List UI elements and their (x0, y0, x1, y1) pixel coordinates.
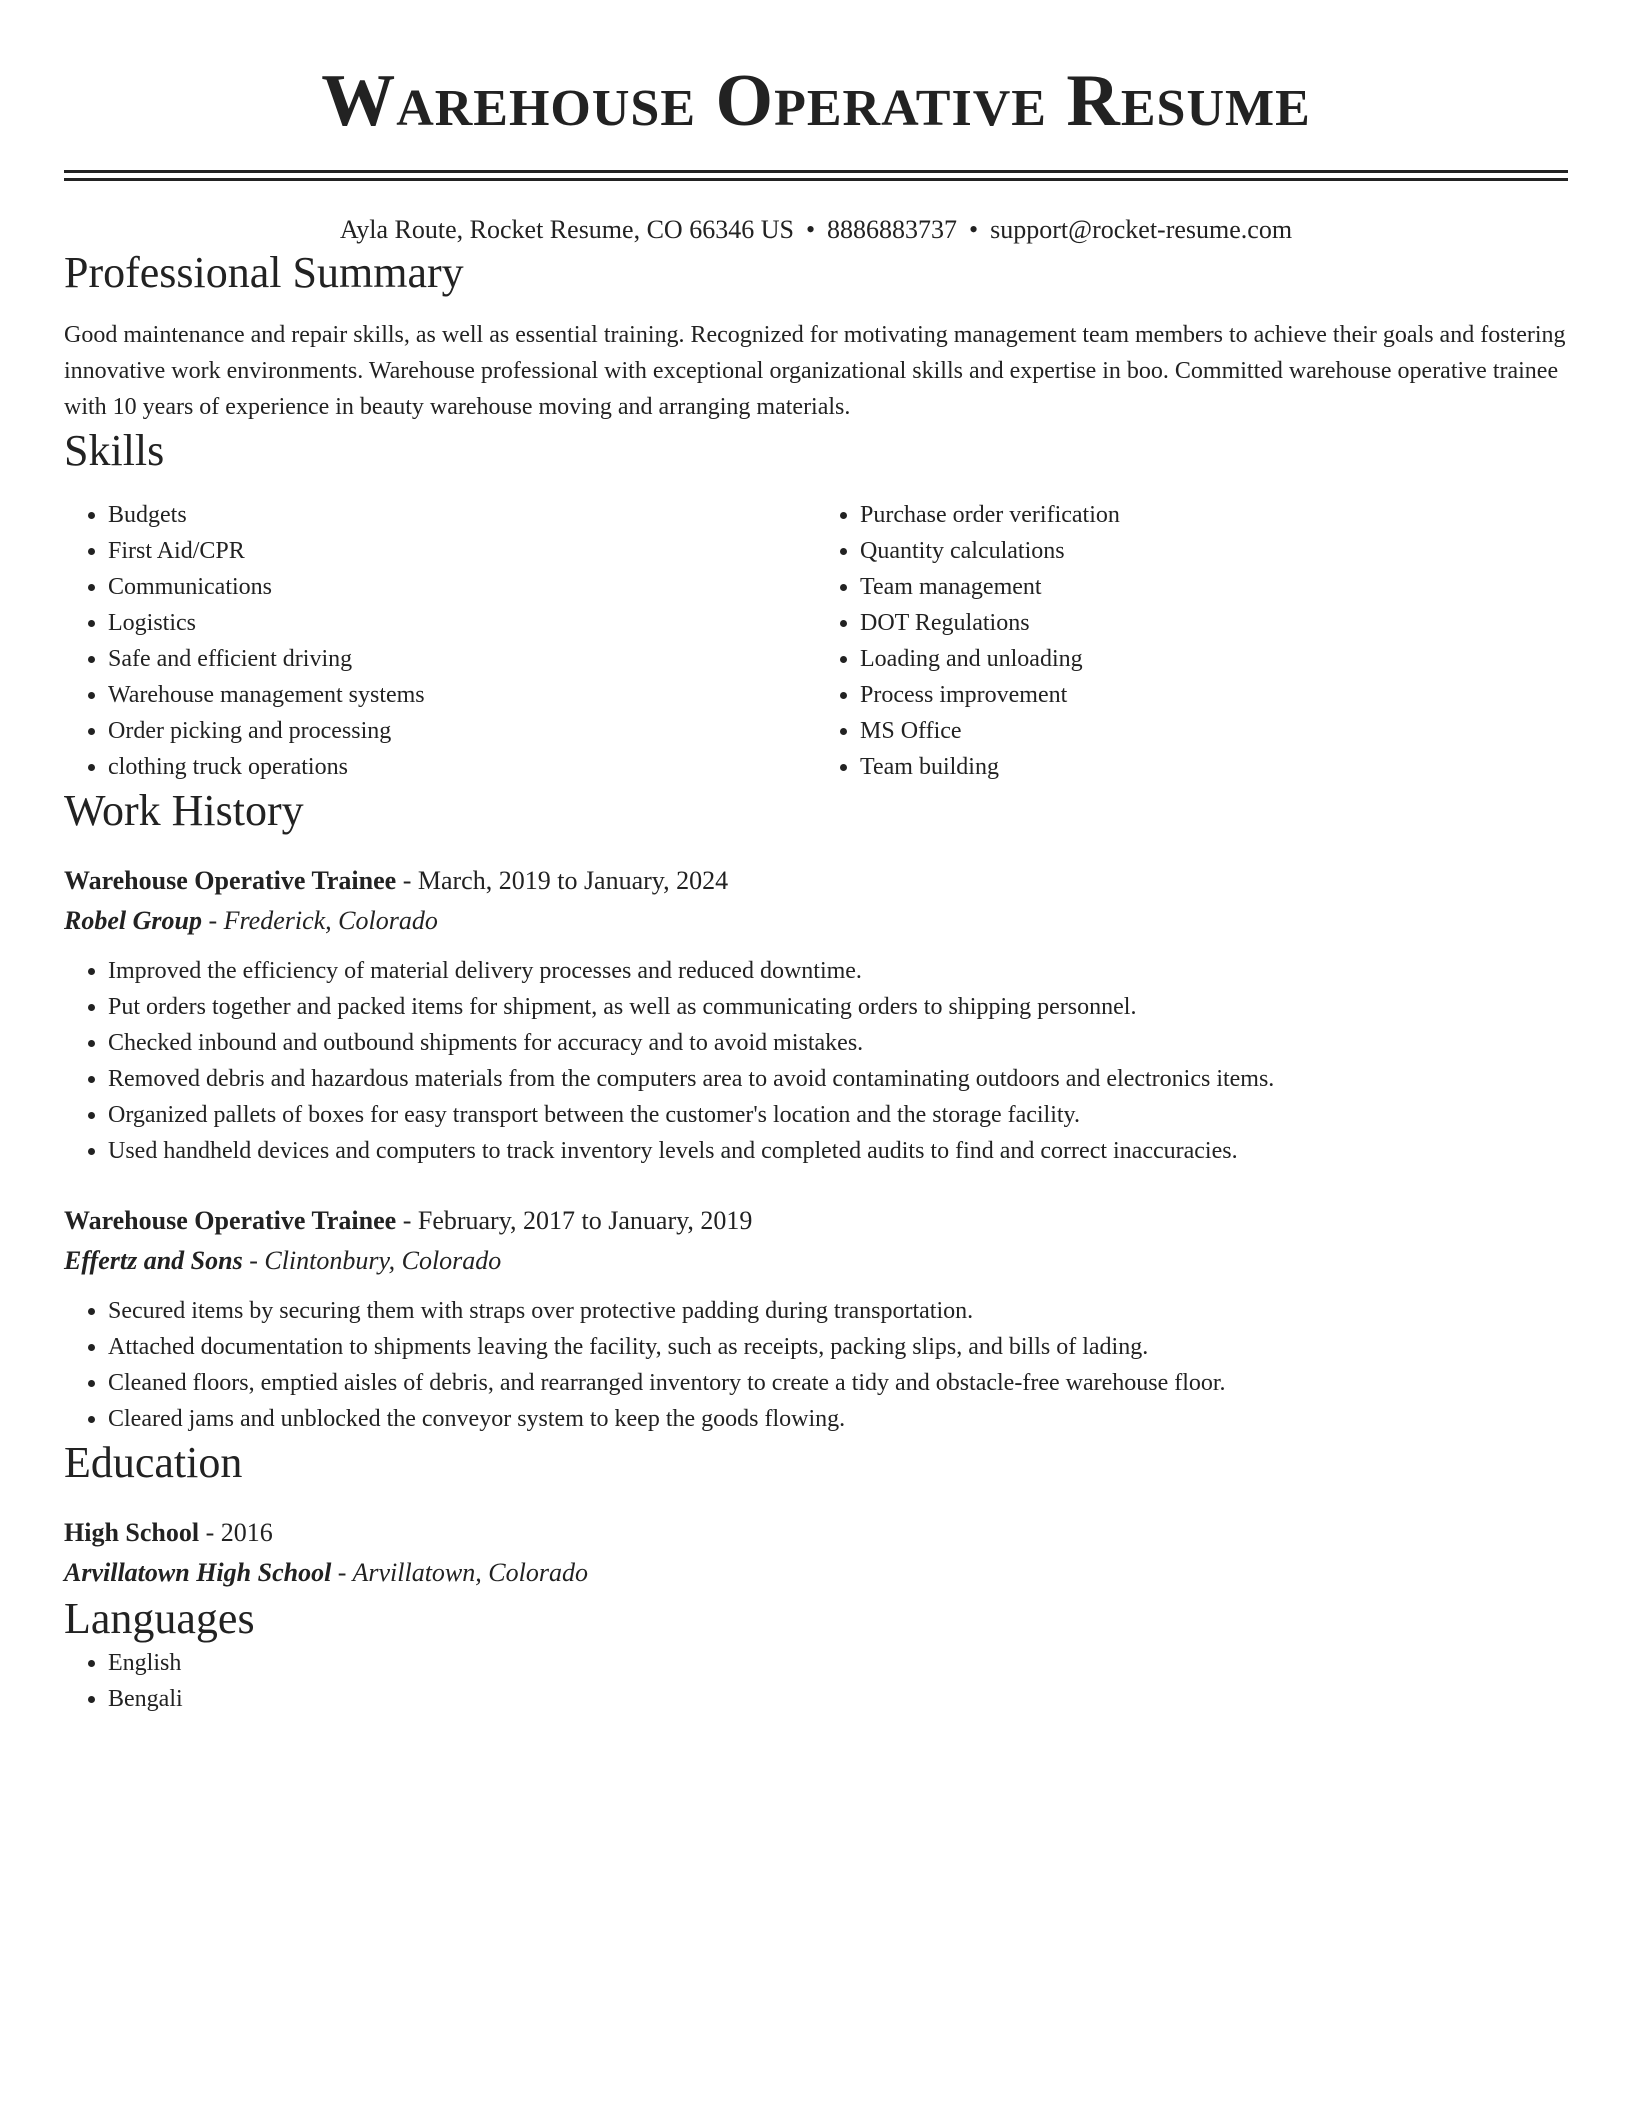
skill-item: • DOT Regulations (860, 605, 1568, 641)
job-duties-list (64, 953, 1568, 1169)
skill-item: • Loading and unloading (860, 641, 1568, 677)
job-duty-item: • Removed debris and hazardous materials from the computers area to avoid contaminating outdoors and electronics items. (108, 1061, 1568, 1097)
job-duty-item: • Improved the efficiency of material delivery processes and reduced downtime. (108, 953, 1568, 989)
job-duty-item: • Secured items by securing them with straps over protective padding during transportation. (108, 1293, 1568, 1329)
skill-item: • Process improvement (860, 677, 1568, 713)
job-duty-item: • Cleaned floors, emptied aisles of debris, and rearranged inventory to create a tidy and obstacle-free warehouse floor. (108, 1365, 1568, 1401)
contact-phone: 8886883737 (827, 215, 958, 244)
job-title-line (64, 1201, 1568, 1241)
skills-heading: Skills (64, 426, 165, 475)
job-dates: March, 2019 to January, 2024 (417, 866, 729, 895)
job-location: Clintonbury, Colorado (264, 1246, 502, 1275)
education-dash: - (331, 1558, 353, 1587)
job-company: Robel Group (64, 906, 202, 935)
skill-item: • Purchase order verification (860, 497, 1568, 533)
education-degree-line (64, 1513, 1568, 1553)
contact-address: Ayla Route, Rocket Resume, CO 66346 US (339, 215, 794, 244)
education-dash: - (199, 1518, 221, 1547)
skill-item: • Logistics (108, 605, 816, 641)
language-item: • English (108, 1645, 1568, 1681)
work-history-heading: Work History (64, 786, 304, 835)
contact-separator: • (969, 215, 979, 244)
skill-item: • Team management (860, 569, 1568, 605)
job-duty-item: • Used handheld devices and computers to track inventory levels and completed audits to find and correct inaccuracies. (108, 1133, 1568, 1169)
job-entry (64, 861, 1568, 1169)
job-company: Effertz and Sons (64, 1246, 243, 1275)
title-divider (64, 170, 1568, 181)
job-title: Warehouse Operative Trainee (64, 1206, 397, 1235)
job-duty-item: • Checked inbound and outbound shipments for accuracy and to avoid mistakes. (108, 1025, 1568, 1061)
skills-columns (64, 497, 1568, 785)
page-title: Warehouse Operative Resume (321, 60, 1311, 142)
education-year: 2016 (220, 1518, 273, 1547)
job-company-line (64, 901, 1568, 941)
job-company-line (64, 1241, 1568, 1281)
education-degree: High School (64, 1518, 200, 1547)
job-dash: - (201, 906, 224, 935)
education-school-line (64, 1553, 1568, 1593)
job-dash: - (396, 866, 418, 895)
job-duty-item: • Attached documentation to shipments leaving the facility, such as receipts, packing slips, and bills of lading. (108, 1329, 1568, 1365)
job-dash: - (242, 1246, 265, 1275)
contact-email: support@rocket-resume.com (990, 215, 1293, 244)
summary-text: Good maintenance and repair skills, as well as essential training. Recognized for motivating management team members to achieve their goals and fostering innovative work environments. Warehouse professional with exceptional organizational skills and expertise in boo. Committed warehouse operative trainee with 10 years of experience in beauty warehouse moving and arranging materials. (64, 322, 1566, 420)
languages-list (64, 1645, 1568, 1717)
job-dates: February, 2017 to January, 2019 (417, 1206, 753, 1235)
contact-separator: • (805, 215, 816, 244)
contact-line (64, 213, 1568, 247)
skill-item: • Budgets (108, 497, 816, 533)
job-title: Warehouse Operative Trainee (64, 866, 397, 895)
education-location: Arvillatown, Colorado (352, 1558, 588, 1587)
skill-item: • Quantity calculations (860, 533, 1568, 569)
job-duty-item: • Cleared jams and unblocked the conveyor system to keep the goods flowing. (108, 1401, 1568, 1437)
skill-item: • Order picking and processing (108, 713, 816, 749)
education-heading: Education (64, 1438, 243, 1487)
job-duties-list (64, 1293, 1568, 1437)
skill-item: • First Aid/CPR (108, 533, 816, 569)
education-entry (64, 1513, 1568, 1593)
skill-item: • Team building (860, 749, 1568, 785)
skills-list-right (816, 497, 1568, 785)
skill-item: • clothing truck operations (108, 749, 816, 785)
language-item: • Bengali (108, 1681, 1568, 1717)
languages-heading: Languages (64, 1594, 255, 1643)
skill-item: • Safe and efficient driving (108, 641, 816, 677)
job-location: Frederick, Colorado (223, 906, 438, 935)
job-dash: - (396, 1206, 418, 1235)
job-title-line (64, 861, 1568, 901)
job-duty-item: • Organized pallets of boxes for easy transport between the customer's location and the storage facility. (108, 1097, 1568, 1133)
skill-item: • MS Office (860, 713, 1568, 749)
skill-item: • Communications (108, 569, 816, 605)
education-school: Arvillatown High School (64, 1558, 332, 1587)
summary-heading: Professional Summary (64, 248, 464, 297)
job-entry (64, 1201, 1568, 1437)
job-duty-item: • Put orders together and packed items for shipment, as well as communicating orders to shipping personnel. (108, 989, 1568, 1025)
skill-item: • Warehouse management systems (108, 677, 816, 713)
skills-list-left (64, 497, 816, 785)
